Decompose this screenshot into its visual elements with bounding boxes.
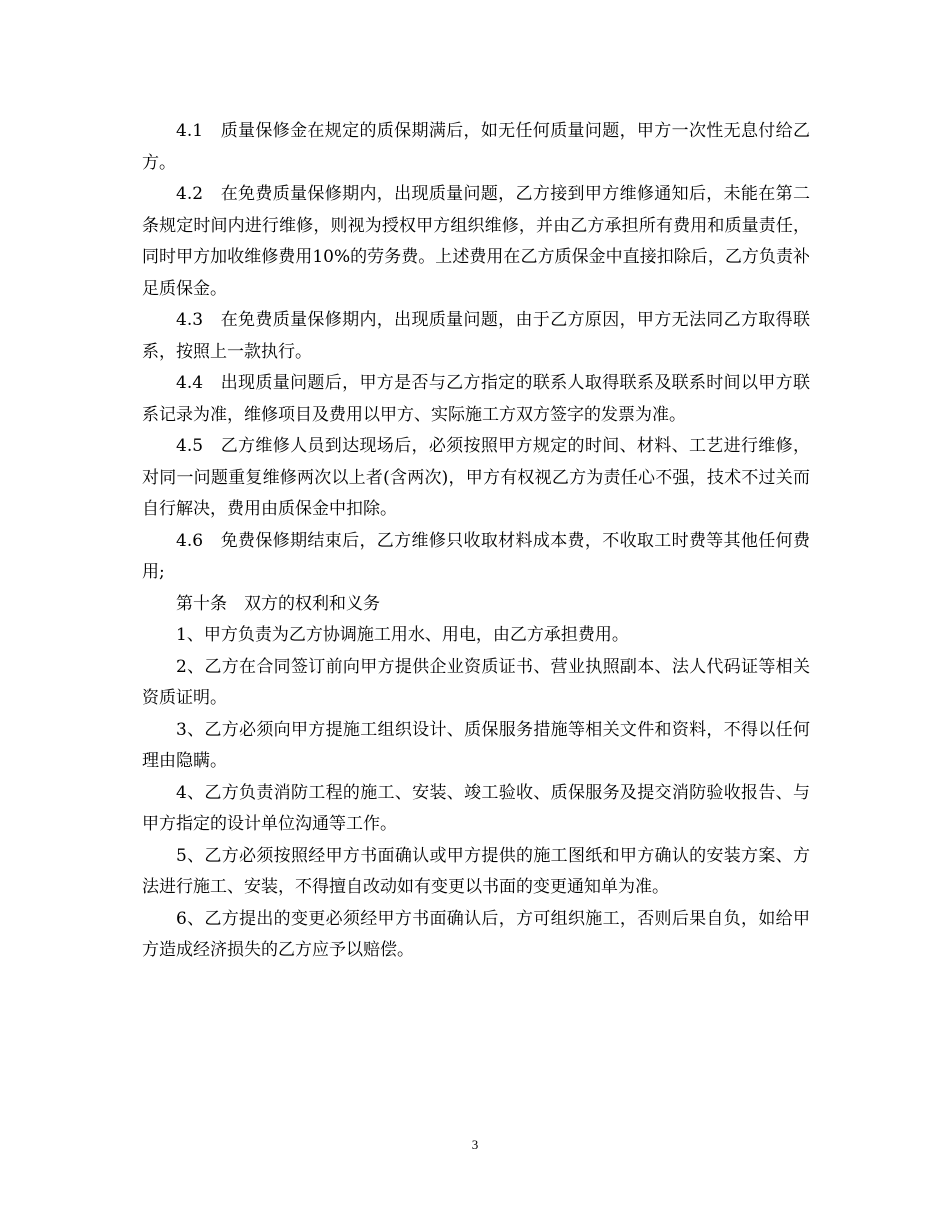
clause-4-2: 4.2 在免费质量保修期内，出现质量问题，乙方接到甲方维修通知后，未能在第二条规定时间内进行维修，则视为授权甲方组织维修，并由乙方承担所有费用和质量责任，同时甲方加收维修费用10%的劳务费。上述费用在乙方质保金中直接扣除后，乙方负责补足质保金。 — [142, 184, 810, 299]
page-number: 3 — [471, 1137, 479, 1152]
clause-4-5: 4.5 乙方维修人员到达现场后，必须按照甲方规定的时间、材料、工艺进行维修，对同一问题重复维修两次以上者(含两次)，甲方有权视乙方为责任心不强，技术不过关而自行解决，费用由质保金中扣除。 — [142, 436, 810, 519]
section-heading-article-10: 第十条 双方的权利和义务 — [176, 593, 380, 614]
obligation-item-4: 4、乙方负责消防工程的施工、安装、竣工验收、质保服务及提交消防验收报告、与甲方指定的设计单位沟通等工作。 — [142, 782, 810, 834]
clause-4-4: 4.4 出现质量问题后，甲方是否与乙方指定的联系人取得联系及联系时间以甲方联系记录为准，维修项目及费用以甲方、实际施工方双方签字的发票为准。 — [142, 373, 810, 425]
clause-4-1: 4.1 质量保修金在规定的质保期满后，如无任何质量问题，甲方一次性无息付给乙方。 — [142, 121, 810, 173]
obligation-item-3: 3、乙方必须向甲方提施工组织设计、质保服务措施等相关文件和资料，不得以任何理由隐瞒。 — [142, 719, 810, 771]
clause-4-6: 4.6 免费保修期结束后，乙方维修只收取材料成本费，不收取工时费等其他任何费用; — [142, 530, 810, 582]
obligation-item-1: 1、甲方负责为乙方协调施工用水、用电，由乙方承担费用。 — [176, 625, 629, 645]
obligation-item-6: 6、乙方提出的变更必须经甲方书面确认后，方可组织施工，否则后果自负，如给甲方造成经济损失的乙方应予以赔偿。 — [142, 908, 810, 960]
clause-4-3: 4.3 在免费质量保修期内，出现质量问题，由于乙方原因，甲方无法同乙方取得联系，按照上一款执行。 — [142, 310, 810, 362]
document-body — [142, 116, 810, 967]
obligation-item-5: 5、乙方必须按照经甲方书面确认或甲方提供的施工图纸和甲方确认的安装方案、方法进行施工、安装，不得擅自改动如有变更以书面的变更通知单为准。 — [142, 845, 810, 897]
obligation-item-2: 2、乙方在合同签订前向甲方提供企业资质证书、营业执照副本、法人代码证等相关资质证明。 — [142, 656, 810, 708]
